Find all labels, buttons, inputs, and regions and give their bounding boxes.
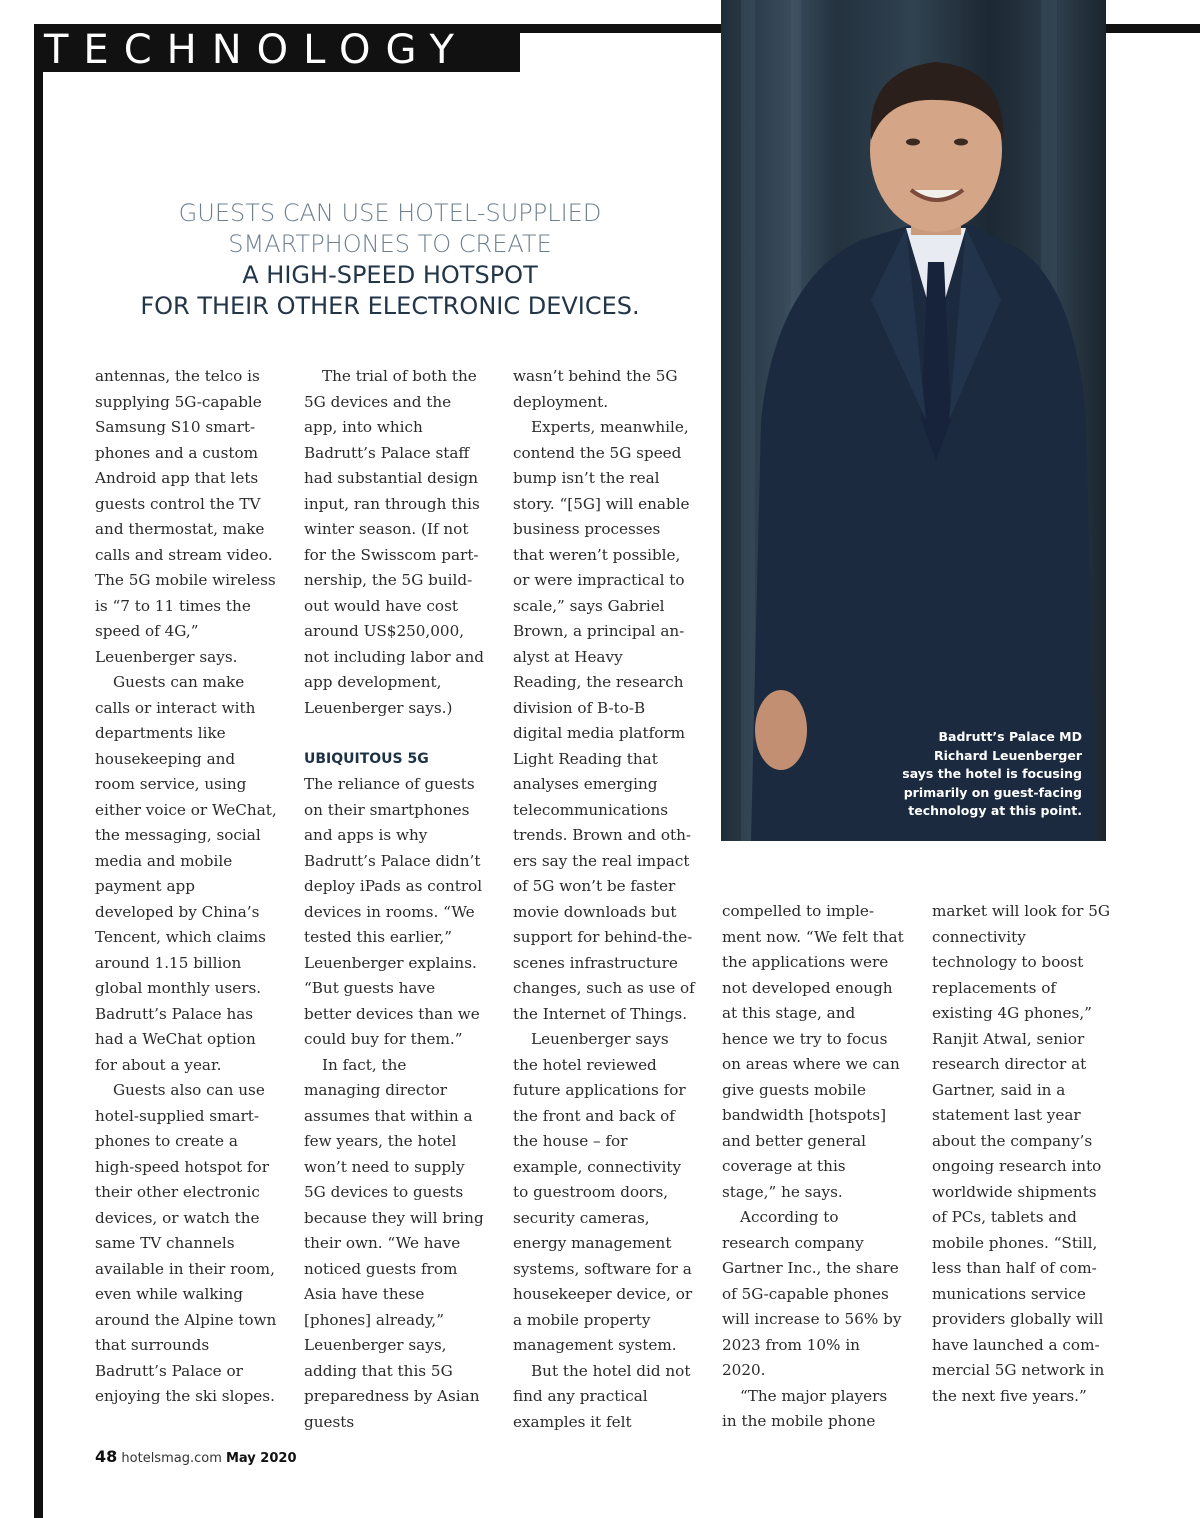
paragraph: But the hotel did not find any practical examples it felt (513, 1361, 691, 1431)
paragraph: market will look for 5G connectivity technology to boost replacements of existing 4G phones,” Ranjit Atwal, senior research director at Gartner, said in a statement last year about the company’s ongoing research into worldwide shipments of PCs, tablets and mobile phones. “Still, less than half of communications service providers globally will have launched a commercial 5G network in the next five years.” (932, 902, 1111, 1405)
section-label: TECHNOLOGY (34, 28, 520, 72)
caption-line: primarily on guest-facing (903, 784, 1082, 800)
article-column-1 (95, 364, 277, 1410)
paragraph: Experts, meanwhile, contend the 5G speed bump isn’t the real story. “[5G] will enable business processes that weren’t possible, or were impractical to scale,” says Gabriel Brown, a principal analyst at Heavy Reading, the research division of B-to-B digital media platform Light Reading that analyses emerging telecommunications trends. Brown and others say the real impact of 5G won’t be faster movie downloads but support for behind-the-scenes infrastructure changes, such as use of the Internet of Things. (513, 418, 695, 1023)
page-footer (95, 1447, 297, 1466)
paragraph: “The major players in the mobile phone (722, 1386, 888, 1430)
subheading: UBIQUITOUS 5G (304, 750, 429, 767)
paragraph: The reliance of guests on their smartphones and apps is why Badrutt’s Palace didn’t deploy iPads as control devices in rooms. “We tested this earlier,” Leuenberger explains. “But guests have better devices than we could buy for them.” (304, 775, 483, 1048)
pull-quote-line: FOR THEIR OTHER ELECTRONIC DEVICES. (140, 292, 640, 320)
paragraph: Leuenberger says the hotel reviewed future applications for the front and back of the house – for example, connectivity to guestroom doors, security cameras, energy management systems, software for a housekeeper device, or a mobile property management system. (513, 1030, 693, 1354)
article-column-3 (513, 364, 695, 1435)
caption-line: Badrutt’s Palace MD (938, 729, 1082, 744)
paragraph: Guests can make calls or interact with departments like housekeeping and room service, using either voice or WeChat, the messaging, social media and mobile payment app developed by China’s Tencent, which claims around 1.15 billion global monthly users. Badrutt’s Palace has had a WeChat option for about a year. (95, 673, 277, 1074)
portrait-illustration (721, 0, 1106, 841)
caption-line: says the hotel is focusing (902, 766, 1082, 781)
paragraph: wasn’t behind the 5G deployment. (513, 367, 678, 411)
pull-quote-line: SMARTPHONES TO CREATE (228, 230, 552, 258)
pull-quote-line: A HIGH-SPEED HOTSPOT (242, 261, 538, 289)
site-name[interactable]: hotelsmag.com (121, 1451, 222, 1466)
issue-date: May 2020 (226, 1451, 297, 1466)
article-column-4 (722, 899, 904, 1435)
paragraph: antennas, the telco is supplying 5G-capable Samsung S10 smartphones and a custom Android app that lets guests control the TV and thermostat, make calls and stream video. The 5G mobile wireless is “7 to 11 times the speed of 4G,” Leuenberger says. (95, 367, 276, 666)
article-column-2 (304, 364, 486, 1435)
article-column-5 (932, 899, 1114, 1409)
paragraph: Guests also can use hotel-supplied smartphones to create a high-speed hotspot for their other electronic devices, or watch the same TV channels available in their room, even while walking around the Alpine town that surrounds Badrutt’s Palace or enjoying the ski slopes. (95, 1081, 277, 1405)
paragraph: According to research company Gartner Inc., the share of 5G-capable phones will increase to 56% by 2023 from 10% in 2020. (722, 1208, 902, 1379)
caption-line: technology at this point. (908, 803, 1082, 818)
portrait-photo (721, 0, 1106, 841)
pull-quote-line: GUESTS CAN USE HOTEL-SUPPLIED (178, 199, 602, 227)
paragraph: In fact, the managing director assumes that within a few years, the hotel won’t need to supply 5G devices to guests because they will bring their own. “We have noticed guests from Asia have these [phones] already,” Leuenberger says, adding that this 5G preparedness by Asian guests (304, 1055, 484, 1431)
left-rule (34, 24, 43, 1518)
caption-line: Richard Leuenberger (933, 747, 1082, 763)
page-number: 48 (95, 1447, 118, 1466)
paragraph: compelled to implement now. “We felt that the applications were not developed enough at this stage, and hence we try to focus on areas where we can give guests mobile bandwidth [hotspots] and better general coverage at this stage,” he says. (722, 902, 904, 1201)
pull-quote (90, 198, 690, 322)
photo-caption (852, 728, 1082, 821)
paragraph: The trial of both the 5G devices and the app, into which Badrutt’s Palace staff had substantial design input, ran through this winter season. (If not for the Swisscom partnership, the 5G build-out would have cost around US$250,000, not including labor and app development, Leuenberger says.) (304, 367, 484, 717)
